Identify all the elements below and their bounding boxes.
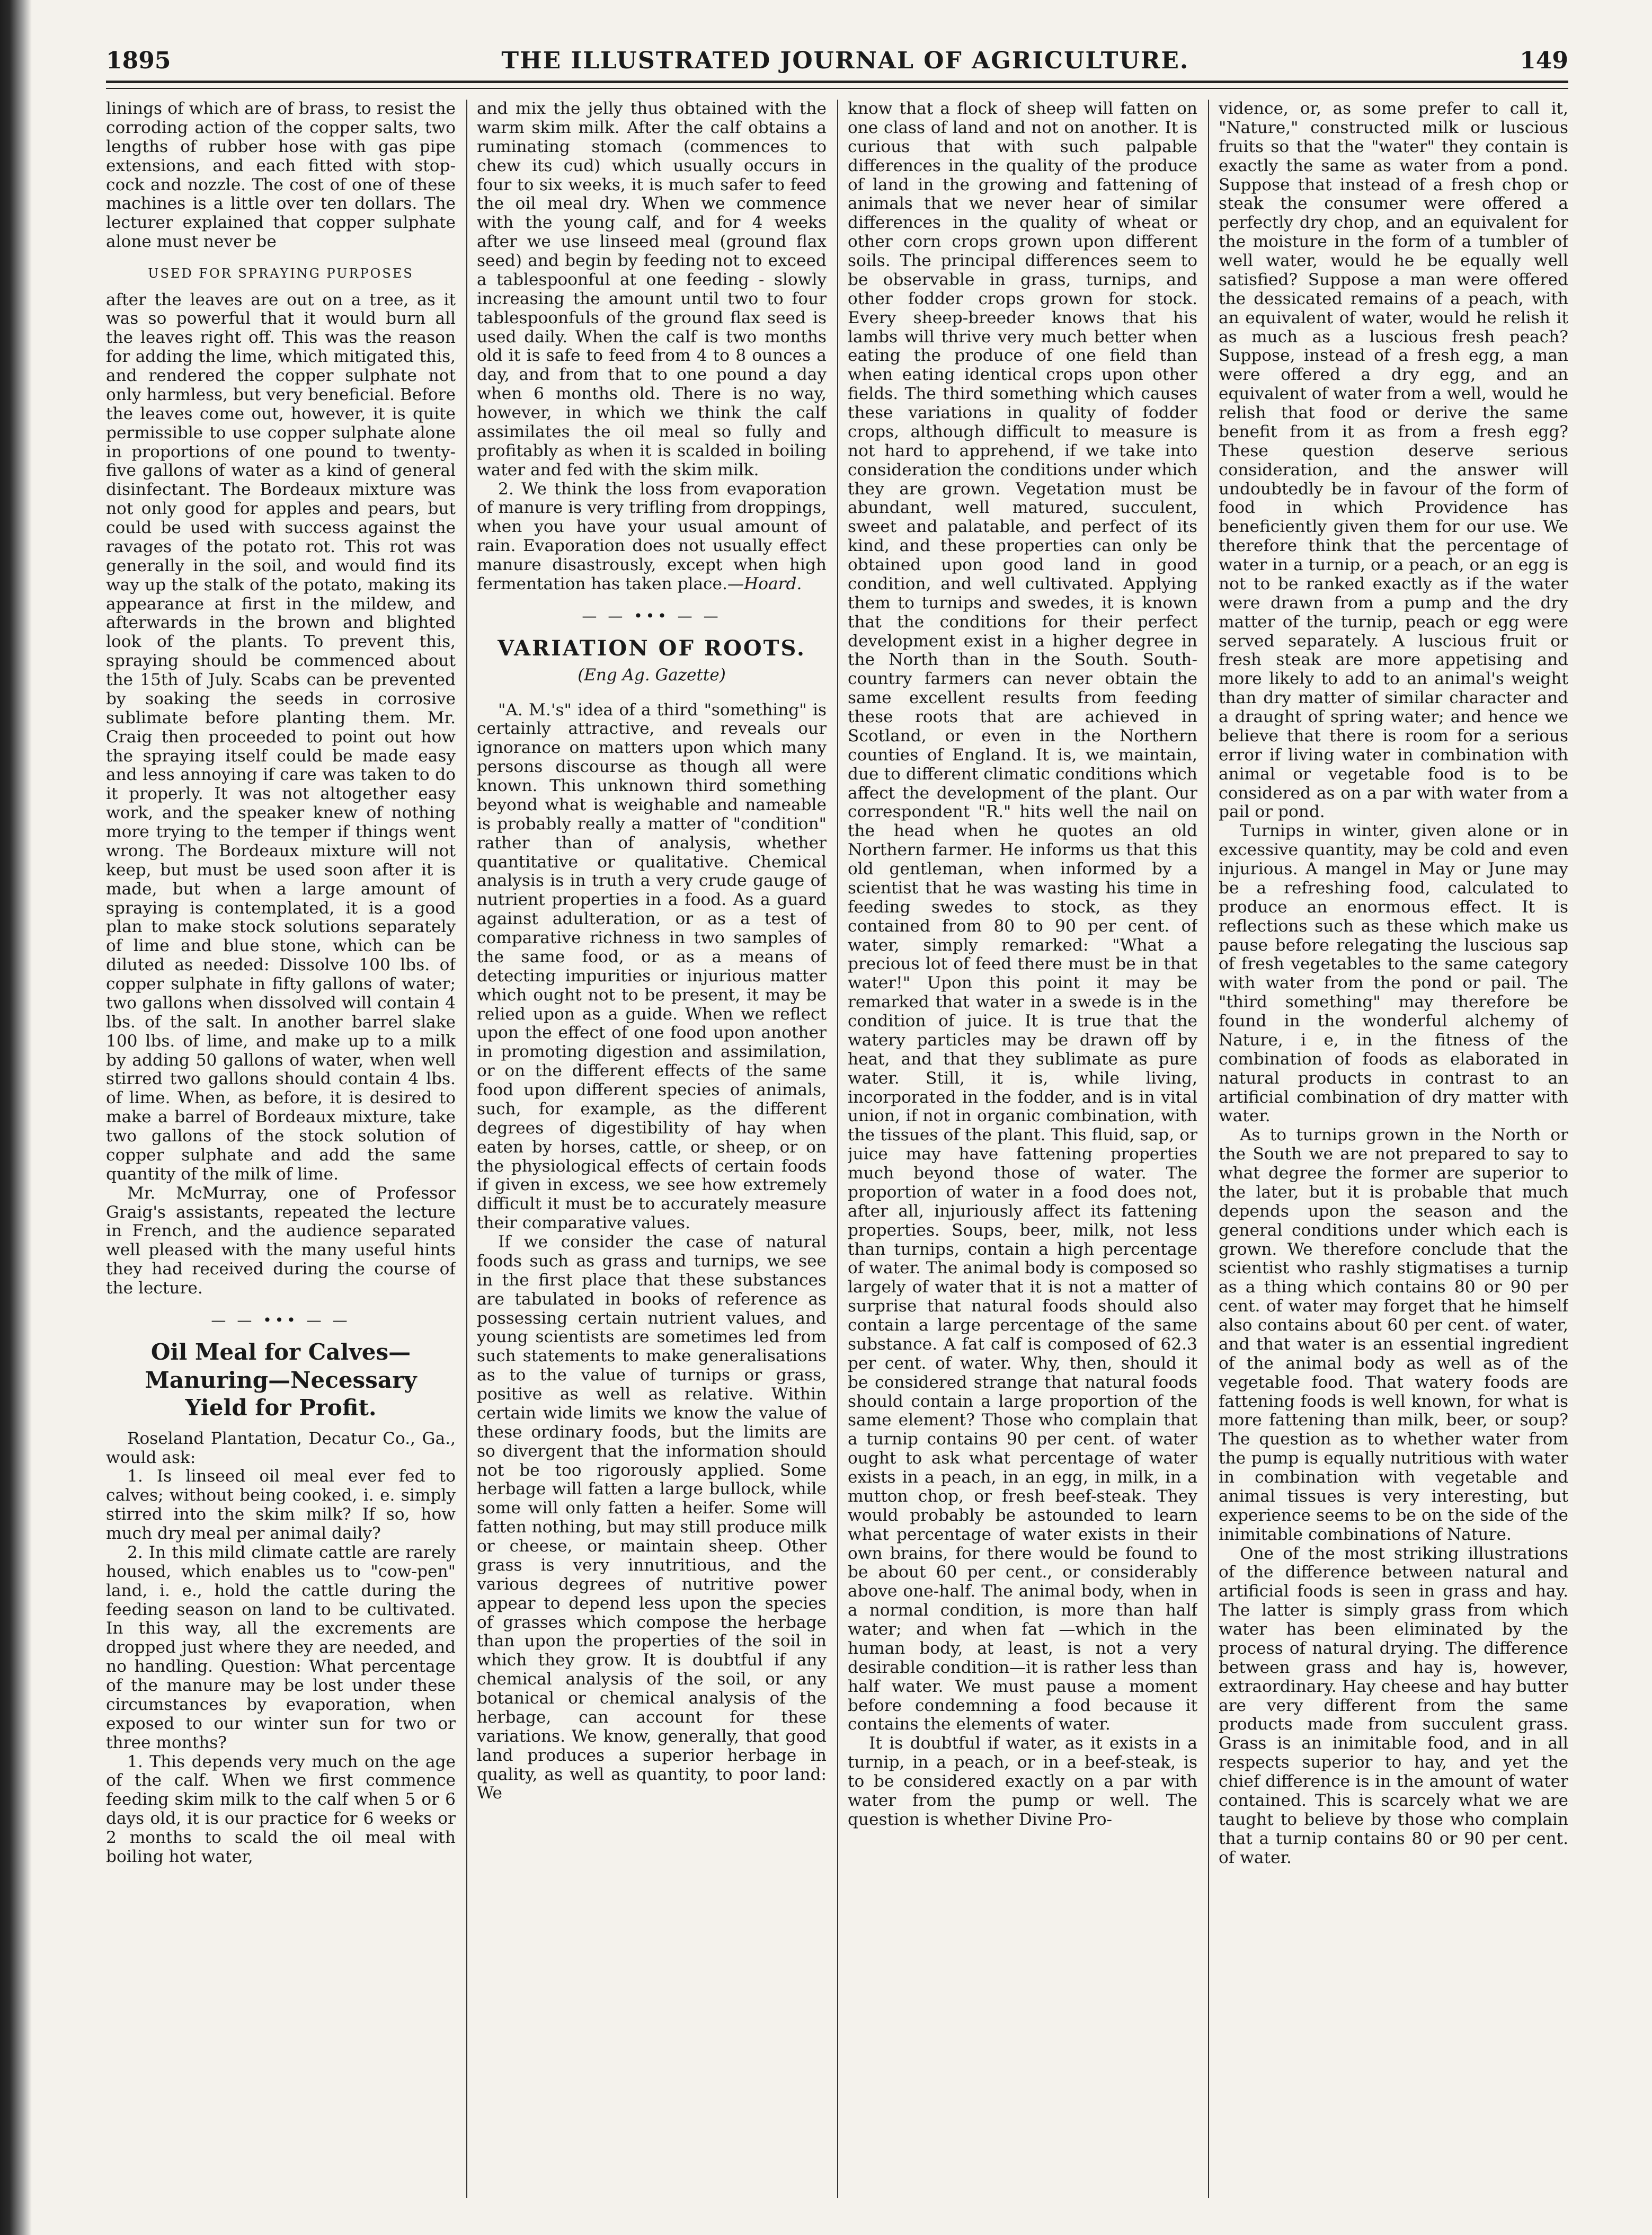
newspaper-page [106, 37, 1568, 2210]
header-rule-thick [106, 81, 1568, 83]
scan-binding-edge [0, 0, 32, 2235]
article-paragraph: Mr. McMurray, one of Professor Graig's assistants, repeated the lecture in French, and the audience separated well pleased with the many useful hints they had received during the course of the lecture. [106, 1183, 456, 1298]
column-divider [837, 100, 838, 2198]
section-subhead: USED FOR SPRAYING PURPOSES [148, 266, 414, 281]
article-paragraph: Roseland Plantation, Decatur Co., Ga., would ask: [106, 1429, 456, 1467]
article-paragraph: "A. M.'s" idea of a third "something" is certainly attractive, and reveals our ignorance on matters upon which many persons discourse as though all were known. This unknown third something beyond what is weighable and nameable is probably really a matter of "condition" rather than of analysis, whether quantitative or qualitative. Chemical analysis is in truth a very crude gauge of nutrient properties in a food. As a guard against adulteration, or as a test of comparative richness in two samples of the same food, or as a means of detecting impurities or injurious matter which ought not to be present, it may be relied upon as a guide. When we reflect upon the effect of one food upon another in promoting digestion and assimilation, or on the different effects of the same food upon different species of animals, such, for example, as the different degrees of digestibility of hay when eaten by horses, cattle, or sheep, or on the physiological effects of certain foods if given in excess, we see how extremely difficult it must be to accurately measure their comparative values. [477, 700, 827, 1233]
article-paragraph: know that a flock of sheep will fatten on one class of land and not on another. It is curious that with such palpable differences in the quality of the produce of land in the growing and fattening of animals that we never hear of similar differences in the quality of wheat or other corn crops grown upon different soils. The principal differences seem to be observable in grass, turnips, and other fodder crops grown for stock. Every sheep-breeder knows that his lambs will thrive very much better when eating the produce of one field than when eating identical crops upon other fields. The third something which causes these variations in quality of fodder crops, although difficult to measure is not hard to apprehend, if we take into consideration the conditions under which they are grown. Vegetation must be abundant, well matured, succulent, sweet and palatable, and perfect of its kind, and these properties can only be obtained upon good land in good condition, and well cultivated. Applying them to turnips and swedes, it is known that the conditions for their perfect development exist in a higher degree in the North than in the South. South-country farmers can never obtain the same excellent results from feeding these roots that are achieved in Scotland, or even in the Northern counties of England. It is, we maintain, due to different climatic conditions which affect the development of the plant. Our correspondent "R." hits well the nail on the head when he quotes an old Northern farmer. He informs us that this old gentleman, when informed by a scientist that he was wasting his time in feeding swedes to stock, as they contained from 80 to 90 per cent. of water, simply remarked: "What a precious lot of feed there must be in that water!" Upon this point it may be remarked that water in a swede is in the condition of juice. It is true that the watery particles may be drawn off by heat, and that they sublimate as pure water. Still, it is, while living, incorporated in the fodder, and is in vital union, if not in organic combination, with the tissues of the plant. This fluid, sap, or juice may have fattening properties much beyond those of water. The proportion of water in a food does not, after all, injuriously affect its fattening properties. Soups, beer, milk, not less than turnips, contain a high percentage of water. The animal body is composed so largely of water that it is not a matter of surprise that natural foods should also contain a large percentage of the same substance. A fat calf is composed of 62.3 per cent. of water. Why, then, should it be considered strange that natural foods should contain a large proportion of the same element? Those who complain that a turnip contains 90 per cent. of water ought to ask what percentage of water exists in a peach, in an egg, in milk, in a mutton chop, or fresh beef-steak. They would probably be astounded to learn what percentage of water exists in their own brains, for there would be found to be about 60 per cent., or considerably above one-half. The animal body, when in a normal condition, is more than half water; and when fat —which in the human body, at least, is not a very desirable condition—it is rather less than half water. We must pause a moment before condemning a food because it contains the elements of water. [848, 100, 1197, 1734]
page-number: 149 [1520, 47, 1568, 74]
column-1 [106, 100, 456, 2198]
article-headline: Oil Meal for Calves—Manuring—Necessary Yield for Profit. [145, 1339, 417, 1421]
header-year: 1895 [106, 47, 171, 74]
article-paragraph: If we consider the case of natural foods such as grass and turnips, we see in the first place that these substances are tabulated in books of reference as possessing certain nutrient values, and young scientists are sometimes led from such statements to make generalisations as to the value of turnips or grass, positive as well as relative. Within certain wide limits we know the value of these ordinary foods, but the limits are so divergent that the information should not be too rigorously applied. Some herbage will fatten a large bullock, while some will only fatten a heifer. Some will fatten nothing, but may still produce milk or cheese, or maintain sheep. Other grass is very innutritious, and the various degrees of nutritive power appear to depend less upon the species of grasses which compose the herbage than upon the properties of the soil in which they grow. It is doubtful if any chemical analysis of the soil, or any botanical or chemical analysis of the herbage, can account for these variations. We know, generally, that good land produces a superior herbage in quality, as well as quantity, to poor land: We [477, 1232, 827, 1803]
column-2 [477, 100, 827, 2198]
article-headline: VARIATION OF ROOTS. [498, 635, 806, 661]
header-rule-thin [106, 88, 1568, 89]
article-signature: —Hoard. [727, 574, 802, 593]
article-paragraph: 1. Is linseed oil meal ever fed to calves; without being cooked, i. e. simply stirred into the skim milk? If so, how much dry meal per animal daily? [106, 1467, 456, 1544]
article-paragraph: 2. In this mild climate cattle are rarely housed, which enables us to "cow-pen" land, i. e., hold the cattle during the feeding season on land to be cultivated. In this way, all the excrements are dropped just where they are needed, and no handling. Question: What percentage of the manure may be lost under these circumstances by evaporation, when exposed to our winter sun for two or three months? [106, 1542, 456, 1752]
article-source: (Eng Ag. Gazette) [578, 665, 726, 685]
article-text: 2. We think the loss from evaporation of manure is very trifling from droppings, when you have your usual amount of rain. Evaporation does not usually effect manure disastrously, except when high fermentation has taken place. [477, 479, 827, 593]
journal-title: THE ILLUSTRATED JOURNAL OF AGRICULTURE. [501, 47, 1189, 74]
article-paragraph [477, 480, 827, 594]
column-4 [1219, 100, 1568, 2198]
article-separator: — — ••• — — [211, 1311, 351, 1329]
column-divider [466, 100, 467, 2198]
article-paragraph: One of the most striking illustrations of the difference between natural and artificial foods is seen in grass and hay. The latter is simply grass from which water has been eliminated by the process of natural drying. The difference between grass and hay is, however, extraordinary. Hay cheese and hay butter are very different from the same products made from succulent grass. Grass is an inimitable food, and in all respects superior to hay, and yet the chief difference is in the amount of water contained. This is scarcely what we are taught to believe by those who complain that a turnip contains 80 or 90 per cent. of water. [1219, 1544, 1568, 1867]
article-separator: — — ••• — — [582, 607, 722, 625]
article-paragraph: vidence, or, as some prefer to call it, "Nature," constructed milk or luscious fruits so that the "water" they contain is exactly the same as water from a pond. Suppose that instead of a fresh chop or steak the consumer were offered a perfectly dry chop, and an equivalent for the moisture in the form of a tumbler of well water, would he be equally well satisfied? Suppose a man were offered the dessicated remains of a peach, with an equivalent of water, would he relish it as much as a luscious fresh peach? Suppose, instead of a fresh egg, a man were offered a dry egg, and an equivalent of water from a well, would he relish that food or derive the same benefit from it as from a fresh egg? These question deserve serious consideration, and the answer will undoubtedly be in favour of the form of food in which Providence has beneficiently given them for our use. We therefore think that the percentage of water in a turnip, or a peach, or an egg is not to be ranked exactly as if the water were drawn from a pump and the dry matter of the turnip, peach or egg were served separately. A luscious fruit or fresh steak are more appetising and more likely to add to an animal's weight than dry matter of similar character and a draught of spring water; and hence we believe that there is room for a serious error if living water in combination with animal or vegetable food is to be considered as on a par with water from a pail or pond. [1219, 100, 1568, 822]
article-paragraph: and mix the jelly thus obtained with the warm skim milk. After the calf obtains a ruminating stomach (commences to chew its cud) which usually occurs in four to six weeks, it is much safer to feed the oil meal dry. When we commence with the young calf, and for 4 weeks after we use linseed meal (ground flax seed) and begin by feeding not to exceed a tablespoonful at one feeding - slowly increasing the amount until two to four tablespoonfuls of the ground flax seed is used daily. When the calf is two months old it is safe to feed from 4 to 8 ounces a day, and from that to one pound a day when 6 months old. There is no way, however, in which we think the calf assimilates the oil meal so fully and profitably as when it is scalded in boiling water and fed with the skim milk. [477, 100, 827, 480]
article-paragraph: linings of which are of brass, to resist the corroding action of the copper salts, two lengths of rubber hose with gas pipe extensions, and each fitted with stop-cock and nozzle. The cost of one of these machines is a little over ten dollars. The lecturer explained that copper sulphate alone must never be [106, 100, 456, 252]
article-paragraph: It is doubtful if water, as it exists in a turnip, in a peach, or in a beef-steak, is to be considered exactly on a par with water from the pump or well. The question is whether Divine Pro- [848, 1734, 1197, 1829]
article-paragraph: As to turnips grown in the North or the South we are not prepared to say to what degree the former are superior to the later, but it is probable that much depends upon the season and the general conditions under which each is grown. We therefore conclude that the scientist who rashly stigmatises a turnip as a thing which contains 80 or 90 per cent. of water may forget that he himself also contains about 60 per cent. of water, and that water is an essential ingredient of the animal body as well as of the vegetable food. That watery foods are fattening foods is well known, for what is more fattening than milk, beer, or soup? The question as to whether water from the pump is equally nutritious with water in combination with vegetable and animal tissues is very interesting, but experience seems to be on the side of the inimitable combinations of Nature. [1219, 1125, 1568, 1544]
column-divider [1208, 100, 1209, 2198]
column-3 [848, 100, 1197, 2198]
article-paragraph: 1. This depends very much on the age of the calf. When we first commence feeding skim milk to the calf when 5 or 6 days old, it is our practice for 6 weeks or 2 months to scald the oil meal with boiling hot water, [106, 1752, 456, 1866]
article-paragraph: after the leaves are out on a tree, as it was so powerful that it would burn all the leaves right off. This was the reason for adding the lime, which mitigated this, and rendered the copper sulphate not only harmless, but very beneficial. Before the leaves come out, however, it is quite permissible to use copper sulphate alone in proportions of one pound to twenty-five gallons of water as a kind of general disinfectant. The Bordeaux mixture was not only good for apples and pears, but could be used with success against the ravages of the potato rot. This rot was generally in the soil, and would find its way up the stalk of the potato, making its appearance at first in the mildew, and afterwards in the brown and blighted look of the plants. To prevent this, spraying should be commenced about the 15th of July. Scabs can be prevented by soaking the seeds in corrosive sublimate before planting them. Mr. Craig then proceeded to point out how the spraying itself could be made easy and less annoying if care was taken to do it properly. It was not altogether easy work, and the speaker knew of nothing more trying to the temper if things went wrong. The Bordeaux mixture will not keep, but must be used soon after it is made, but when a large amount of spraying is contemplated, it is a good plan to make stock solutions separately of lime and blue stone, which can be diluted as needed: Dissolve 100 lbs. of copper sulphate in fifty gallons of water; two gallons when dissolved will contain 4 lbs. of the salt. In another barrel slake 100 lbs. of lime, and make up to a milk by adding 50 gallons of water, when well stirred two gallons should contain 4 lbs. of lime. When, as before, it is desired to make a barrel of Bordeaux mixture, take two gallons of the stock solution of copper sulphate and add the same quantity of the milk of lime. [106, 290, 456, 1184]
page-header [106, 37, 1568, 74]
article-paragraph: Turnips in winter, given alone or in excessive quantity, may be cold and even injurious. A mangel in May or June may be a refreshing food, calculated to produce an enormous effect. It is reflections such as these which make us pause before relegating the luscious sap of fresh vegetables to the same category with water from the pond or pail. The "third something" may therefore be found in the wonderful alchemy of Nature, i e, in the fitness of the combination of foods as elaborated in natural products in contrast to an artificial combination of dry matter with water. [1219, 821, 1568, 1126]
